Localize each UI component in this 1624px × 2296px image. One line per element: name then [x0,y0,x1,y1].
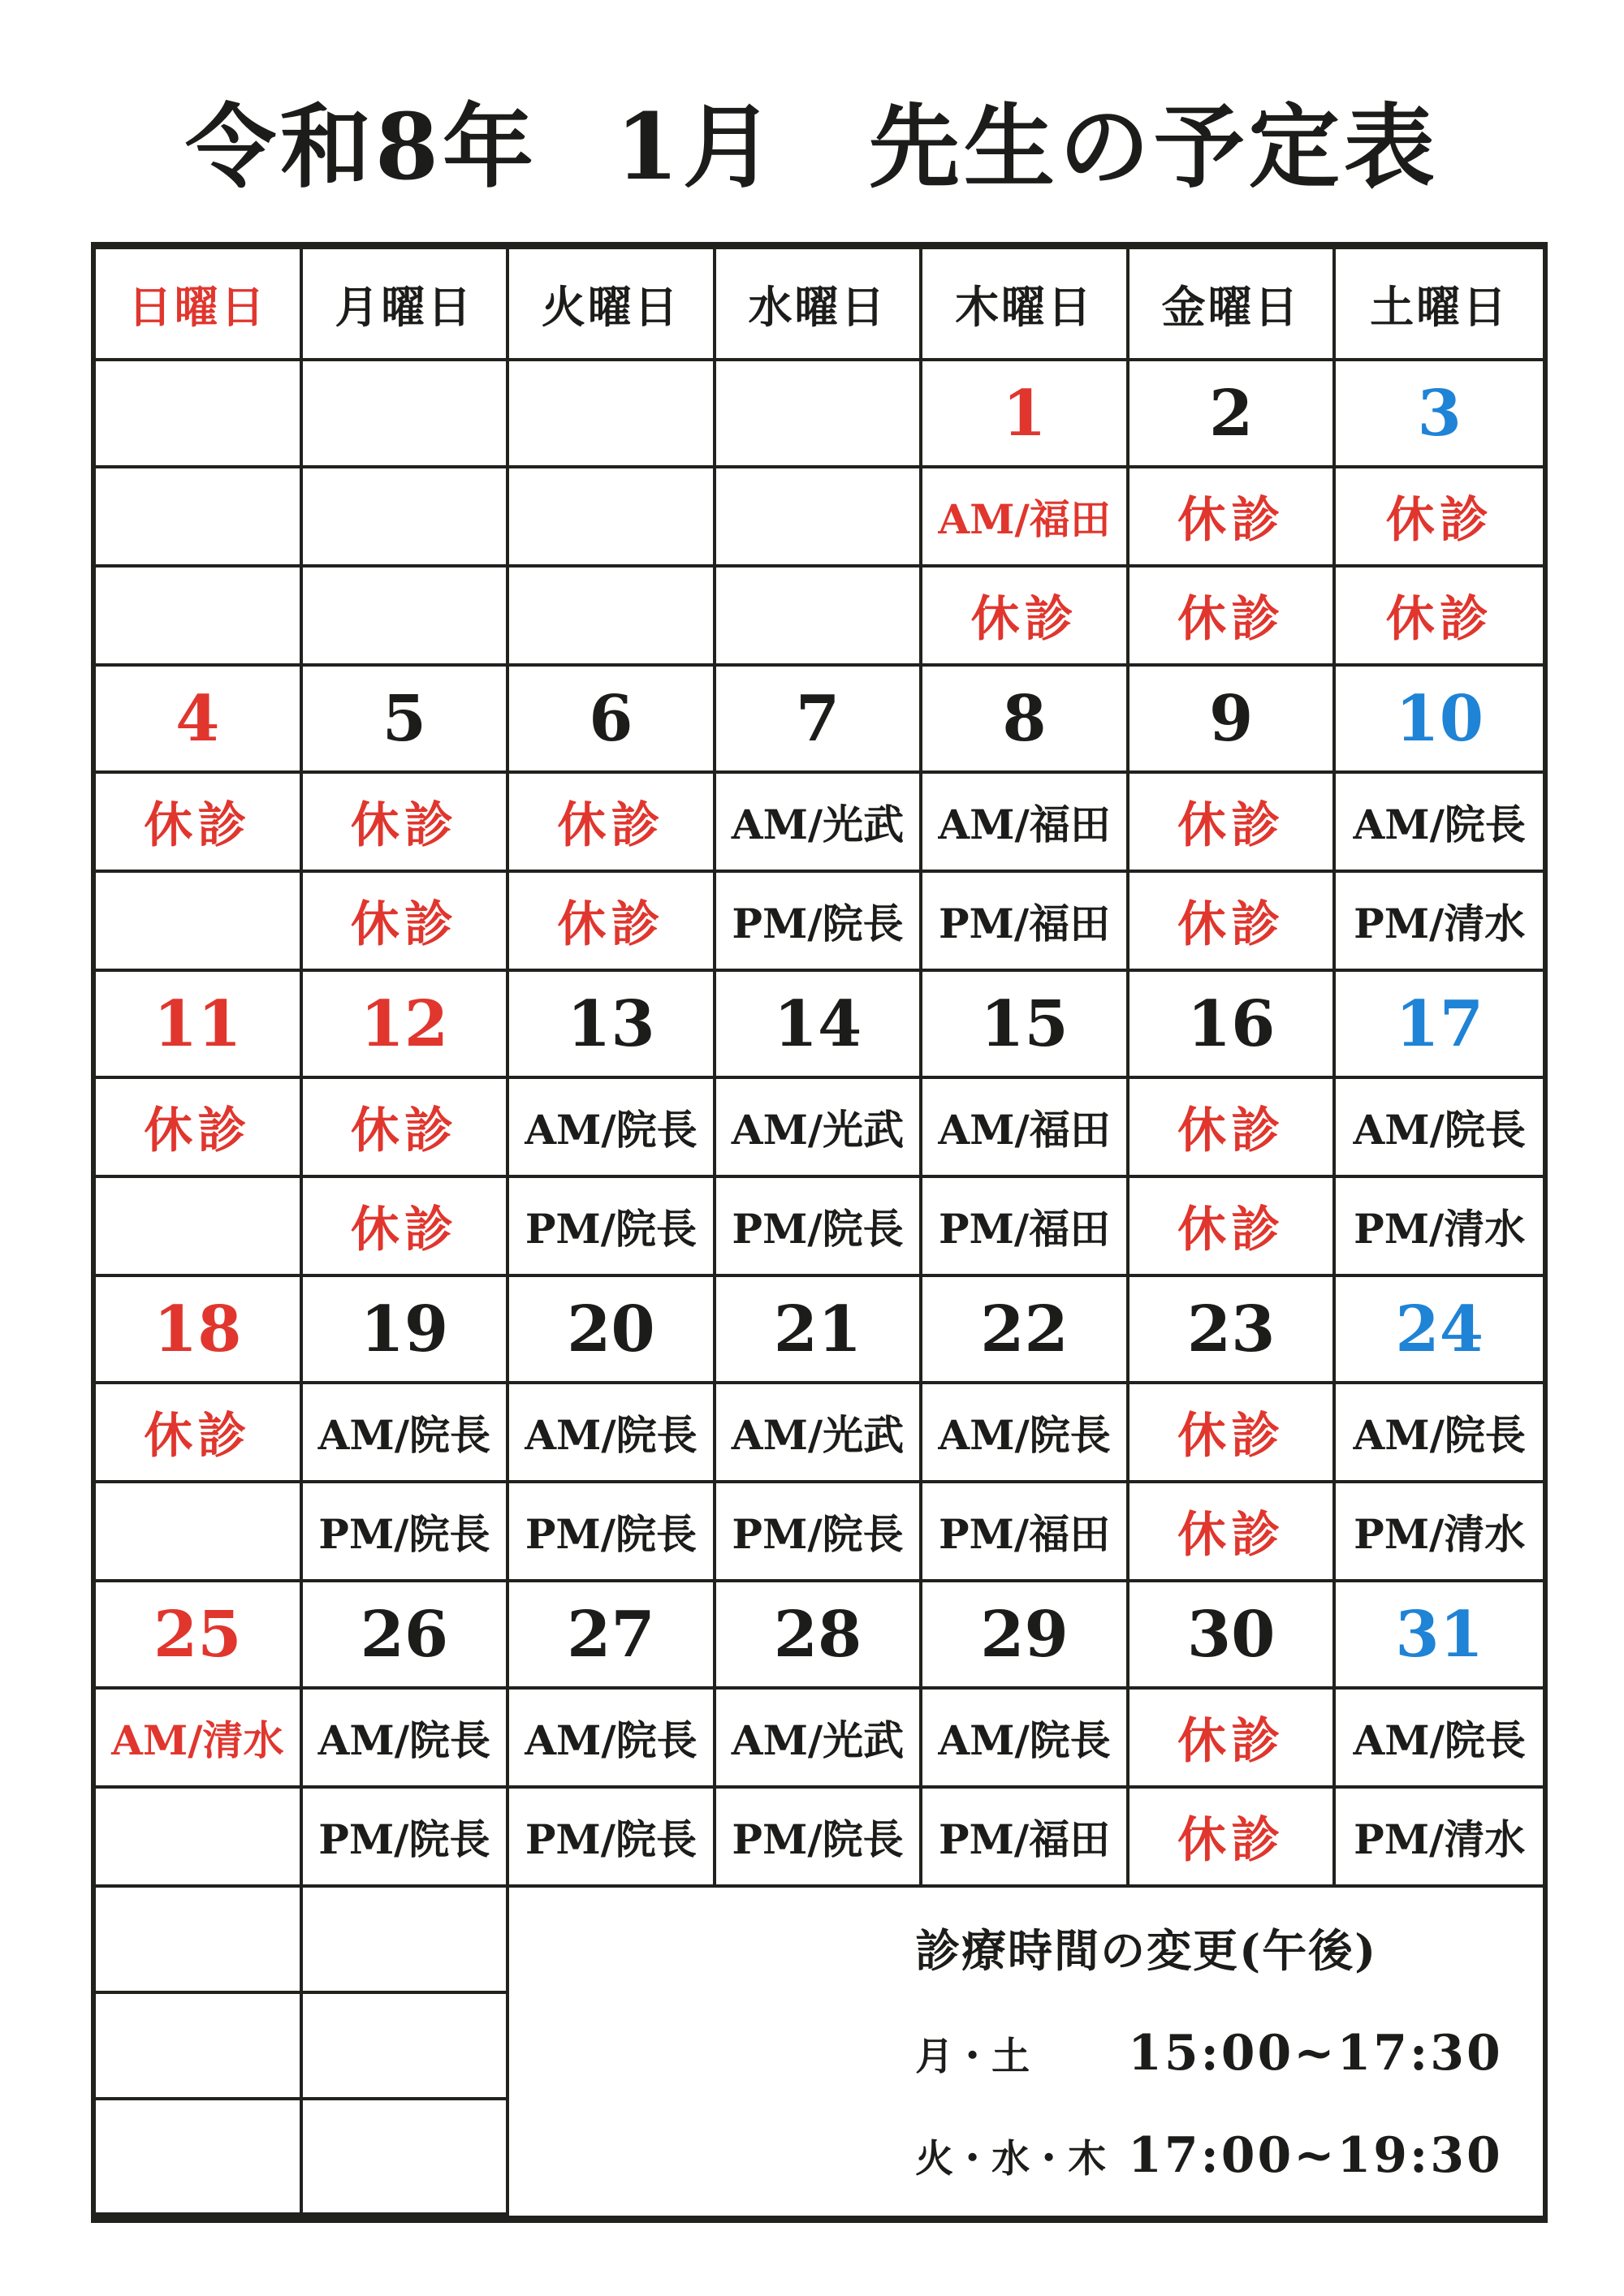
notice-time: 15:00~17:30 [1128,2025,1503,2082]
date-cell-monday: 19 [303,1277,510,1384]
notice-line [915,2025,1503,2082]
pm-cell-friday: 休診 [1129,873,1337,972]
empty-cell [96,361,303,468]
pm-cell-monday: PM/院長 [303,1483,510,1582]
notice-days: 火・水・木 [915,2137,1107,2182]
am-cell-monday: 休診 [303,1079,510,1178]
notice-area [509,1888,1543,2216]
weekday-header-thursday: 木曜日 [922,249,1129,361]
am-cell-monday: 休診 [303,774,510,873]
pm-cell-thursday: 休診 [922,568,1129,667]
pm-cell-thursday: PM/福田 [922,1483,1129,1582]
am-cell-tuesday: AM/院長 [509,1690,716,1789]
am-cell-sunday: 休診 [96,1079,303,1178]
am-cell-sunday: AM/清水 [96,1690,303,1789]
pm-cell-thursday: PM/福田 [922,1178,1129,1277]
pm-cell-friday: 休診 [1129,1789,1337,1888]
empty-cell [303,361,510,468]
empty-cell [303,1888,510,1994]
am-cell-thursday: AM/院長 [922,1690,1129,1789]
pm-cell-wednesday: PM/院長 [716,873,923,972]
am-cell-saturday: AM/院長 [1336,1384,1543,1483]
am-cell-saturday: 休診 [1336,468,1543,568]
empty-cell [303,1994,510,2100]
empty-cell [96,1888,303,1994]
date-cell-sunday: 18 [96,1277,303,1384]
title-label: 先生の予定表 [868,94,1439,201]
weekday-header-sunday: 日曜日 [96,249,303,361]
empty-cell [303,2100,510,2216]
date-cell-thursday: 29 [922,1582,1129,1690]
pm-cell-monday: 休診 [303,873,510,972]
am-cell-wednesday: AM/光武 [716,1079,923,1178]
am-cell-friday: 休診 [1129,1079,1337,1178]
am-cell-saturday: AM/院長 [1336,774,1543,873]
empty-cell [96,1483,303,1582]
notice-time: 17:00~19:30 [1128,2127,1503,2184]
weekday-header-wednesday: 水曜日 [716,249,923,361]
am-cell-thursday: AM/福田 [922,468,1129,568]
date-cell-friday: 2 [1129,361,1337,468]
am-cell-saturday: AM/院長 [1336,1690,1543,1789]
am-cell-thursday: AM/福田 [922,1079,1129,1178]
pm-cell-wednesday: PM/院長 [716,1178,923,1277]
pm-cell-saturday: 休診 [1336,568,1543,667]
empty-cell [96,2100,303,2216]
weekday-header-tuesday: 火曜日 [509,249,716,361]
date-cell-friday: 9 [1129,667,1337,774]
empty-cell [303,468,510,568]
am-cell-wednesday: AM/光武 [716,1690,923,1789]
am-cell-thursday: AM/福田 [922,774,1129,873]
empty-cell [303,568,510,667]
pm-cell-tuesday: PM/院長 [509,1178,716,1277]
empty-cell [509,568,716,667]
date-cell-wednesday: 28 [716,1582,923,1690]
date-cell-saturday: 3 [1336,361,1543,468]
empty-cell [96,468,303,568]
pm-cell-wednesday: PM/院長 [716,1483,923,1582]
page-title [0,93,1624,202]
pm-cell-wednesday: PM/院長 [716,1789,923,1888]
am-cell-monday: AM/院長 [303,1384,510,1483]
am-cell-friday: 休診 [1129,468,1337,568]
date-cell-monday: 12 [303,972,510,1079]
pm-cell-saturday: PM/清水 [1336,1178,1543,1277]
date-cell-thursday: 15 [922,972,1129,1079]
date-cell-thursday: 1 [922,361,1129,468]
pm-cell-thursday: PM/福田 [922,1789,1129,1888]
date-cell-tuesday: 20 [509,1277,716,1384]
empty-cell [716,468,923,568]
title-month: 1月 [615,94,778,201]
am-cell-sunday: 休診 [96,774,303,873]
pm-cell-friday: 休診 [1129,1483,1337,1582]
date-cell-thursday: 22 [922,1277,1129,1384]
empty-cell [716,361,923,468]
empty-cell [96,1994,303,2100]
date-cell-saturday: 24 [1336,1277,1543,1384]
notice-line [915,2127,1503,2184]
date-cell-thursday: 8 [922,667,1129,774]
am-cell-thursday: AM/院長 [922,1384,1129,1483]
pm-cell-tuesday: PM/院長 [509,1789,716,1888]
date-cell-wednesday: 21 [716,1277,923,1384]
schedule-calendar [91,242,1548,2223]
empty-cell [509,468,716,568]
pm-cell-saturday: PM/清水 [1336,873,1543,972]
pm-cell-saturday: PM/清水 [1336,1789,1543,1888]
empty-cell [96,873,303,972]
am-cell-tuesday: AM/院長 [509,1384,716,1483]
date-cell-sunday: 25 [96,1582,303,1690]
date-cell-sunday: 11 [96,972,303,1079]
am-cell-saturday: AM/院長 [1336,1079,1543,1178]
pm-cell-saturday: PM/清水 [1336,1483,1543,1582]
date-cell-saturday: 31 [1336,1582,1543,1690]
weekday-header-saturday: 土曜日 [1336,249,1543,361]
empty-cell [96,1178,303,1277]
am-cell-wednesday: AM/光武 [716,1384,923,1483]
empty-cell [96,1789,303,1888]
am-cell-friday: 休診 [1129,1384,1337,1483]
date-cell-wednesday: 14 [716,972,923,1079]
date-cell-saturday: 17 [1336,972,1543,1079]
date-cell-wednesday: 7 [716,667,923,774]
date-cell-sunday: 4 [96,667,303,774]
am-cell-tuesday: 休診 [509,774,716,873]
am-cell-sunday: 休診 [96,1384,303,1483]
am-cell-wednesday: AM/光武 [716,774,923,873]
date-cell-friday: 30 [1129,1582,1337,1690]
date-cell-monday: 26 [303,1582,510,1690]
weekday-header-monday: 月曜日 [303,249,510,361]
date-cell-tuesday: 27 [509,1582,716,1690]
pm-cell-friday: 休診 [1129,1178,1337,1277]
empty-cell [716,568,923,667]
weekday-header-friday: 金曜日 [1129,249,1337,361]
am-cell-tuesday: AM/院長 [509,1079,716,1178]
notice-title: 診療時間の変更(午後) [915,1924,1378,1977]
notice-days: 月・土 [915,2035,1030,2079]
date-cell-saturday: 10 [1336,667,1543,774]
date-cell-tuesday: 6 [509,667,716,774]
am-cell-monday: AM/院長 [303,1690,510,1789]
empty-cell [509,361,716,468]
empty-cell [96,568,303,667]
pm-cell-thursday: PM/福田 [922,873,1129,972]
am-cell-friday: 休診 [1129,774,1337,873]
pm-cell-friday: 休診 [1129,568,1337,667]
title-era-year: 令和8年 [185,94,538,201]
pm-cell-tuesday: PM/院長 [509,1483,716,1582]
pm-cell-tuesday: 休診 [509,873,716,972]
pm-cell-monday: PM/院長 [303,1789,510,1888]
pm-cell-monday: 休診 [303,1178,510,1277]
date-cell-friday: 23 [1129,1277,1337,1384]
date-cell-monday: 5 [303,667,510,774]
date-cell-tuesday: 13 [509,972,716,1079]
date-cell-friday: 16 [1129,972,1337,1079]
am-cell-friday: 休診 [1129,1690,1337,1789]
